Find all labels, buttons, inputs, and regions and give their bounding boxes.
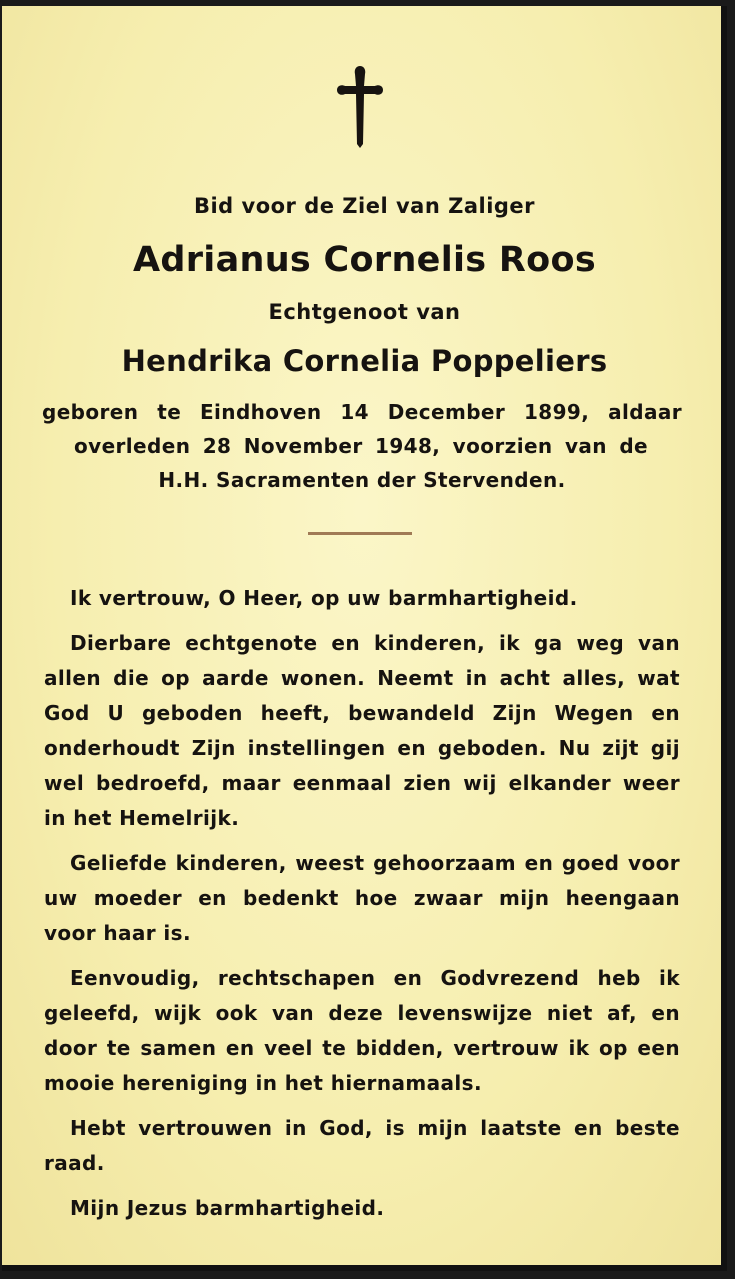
- text-line: wel bedroefd, maar eenmaal zien wij elkander weer: [44, 771, 680, 795]
- cross-icon: [335, 64, 385, 148]
- memorial-card: [2, 6, 727, 1271]
- deceased-name: Adrianus Cornelis Roos: [132, 240, 596, 280]
- biography-line: overleden 28 November 1948, voorzien van de: [74, 434, 648, 458]
- text-line: raad.: [44, 1151, 105, 1175]
- text-line: voor haar is.: [44, 921, 191, 945]
- prayer-heading: Bid voor de Ziel van Zaliger: [193, 194, 536, 218]
- text-line: mooie hereniging in het hiernamaals.: [44, 1071, 482, 1095]
- text-line: Eenvoudig, rechtschapen en Godvrezend heb ik: [70, 966, 680, 990]
- divider: [308, 532, 412, 535]
- text-line: Ik vertrouw, O Heer, op uw barmhartigheid.: [70, 586, 578, 610]
- biography-line: geboren te Eindhoven 14 December 1899, aldaar: [42, 400, 682, 424]
- text-line: door te samen en veel te bidden, vertrouw ik op een: [44, 1036, 680, 1060]
- relation-label: Echtgenoot van: [268, 300, 461, 324]
- text-line: Dierbare echtgenote en kinderen, ik ga weg van: [70, 631, 680, 655]
- text-line: in het Hemelrijk.: [44, 806, 240, 830]
- text-line: onderhoudt Zijn instellingen en geboden. Nu zijt gij: [44, 736, 680, 760]
- text-line: Geliefde kinderen, weest gehoorzaam en goed voor: [70, 851, 680, 875]
- spouse-name: Hendrika Cornelia Poppeliers: [121, 344, 608, 378]
- text-line: geleefd, wijk ook van deze levenswijze niet af, en: [44, 1001, 680, 1025]
- text-line: uw moeder en bedenkt hoe zwaar mijn heengaan: [44, 886, 680, 910]
- text-line: God U geboden heeft, bewandeld Zijn Wegen en: [44, 701, 680, 725]
- biography-line: H.H. Sacramenten der Stervenden.: [158, 468, 566, 492]
- text-line: Hebt vertrouwen in God, is mijn laatste en beste: [70, 1116, 680, 1140]
- text-line: allen die op aarde wonen. Neemt in acht alles, wat: [44, 666, 680, 690]
- text-line: Mijn Jezus barmhartigheid.: [70, 1196, 385, 1220]
